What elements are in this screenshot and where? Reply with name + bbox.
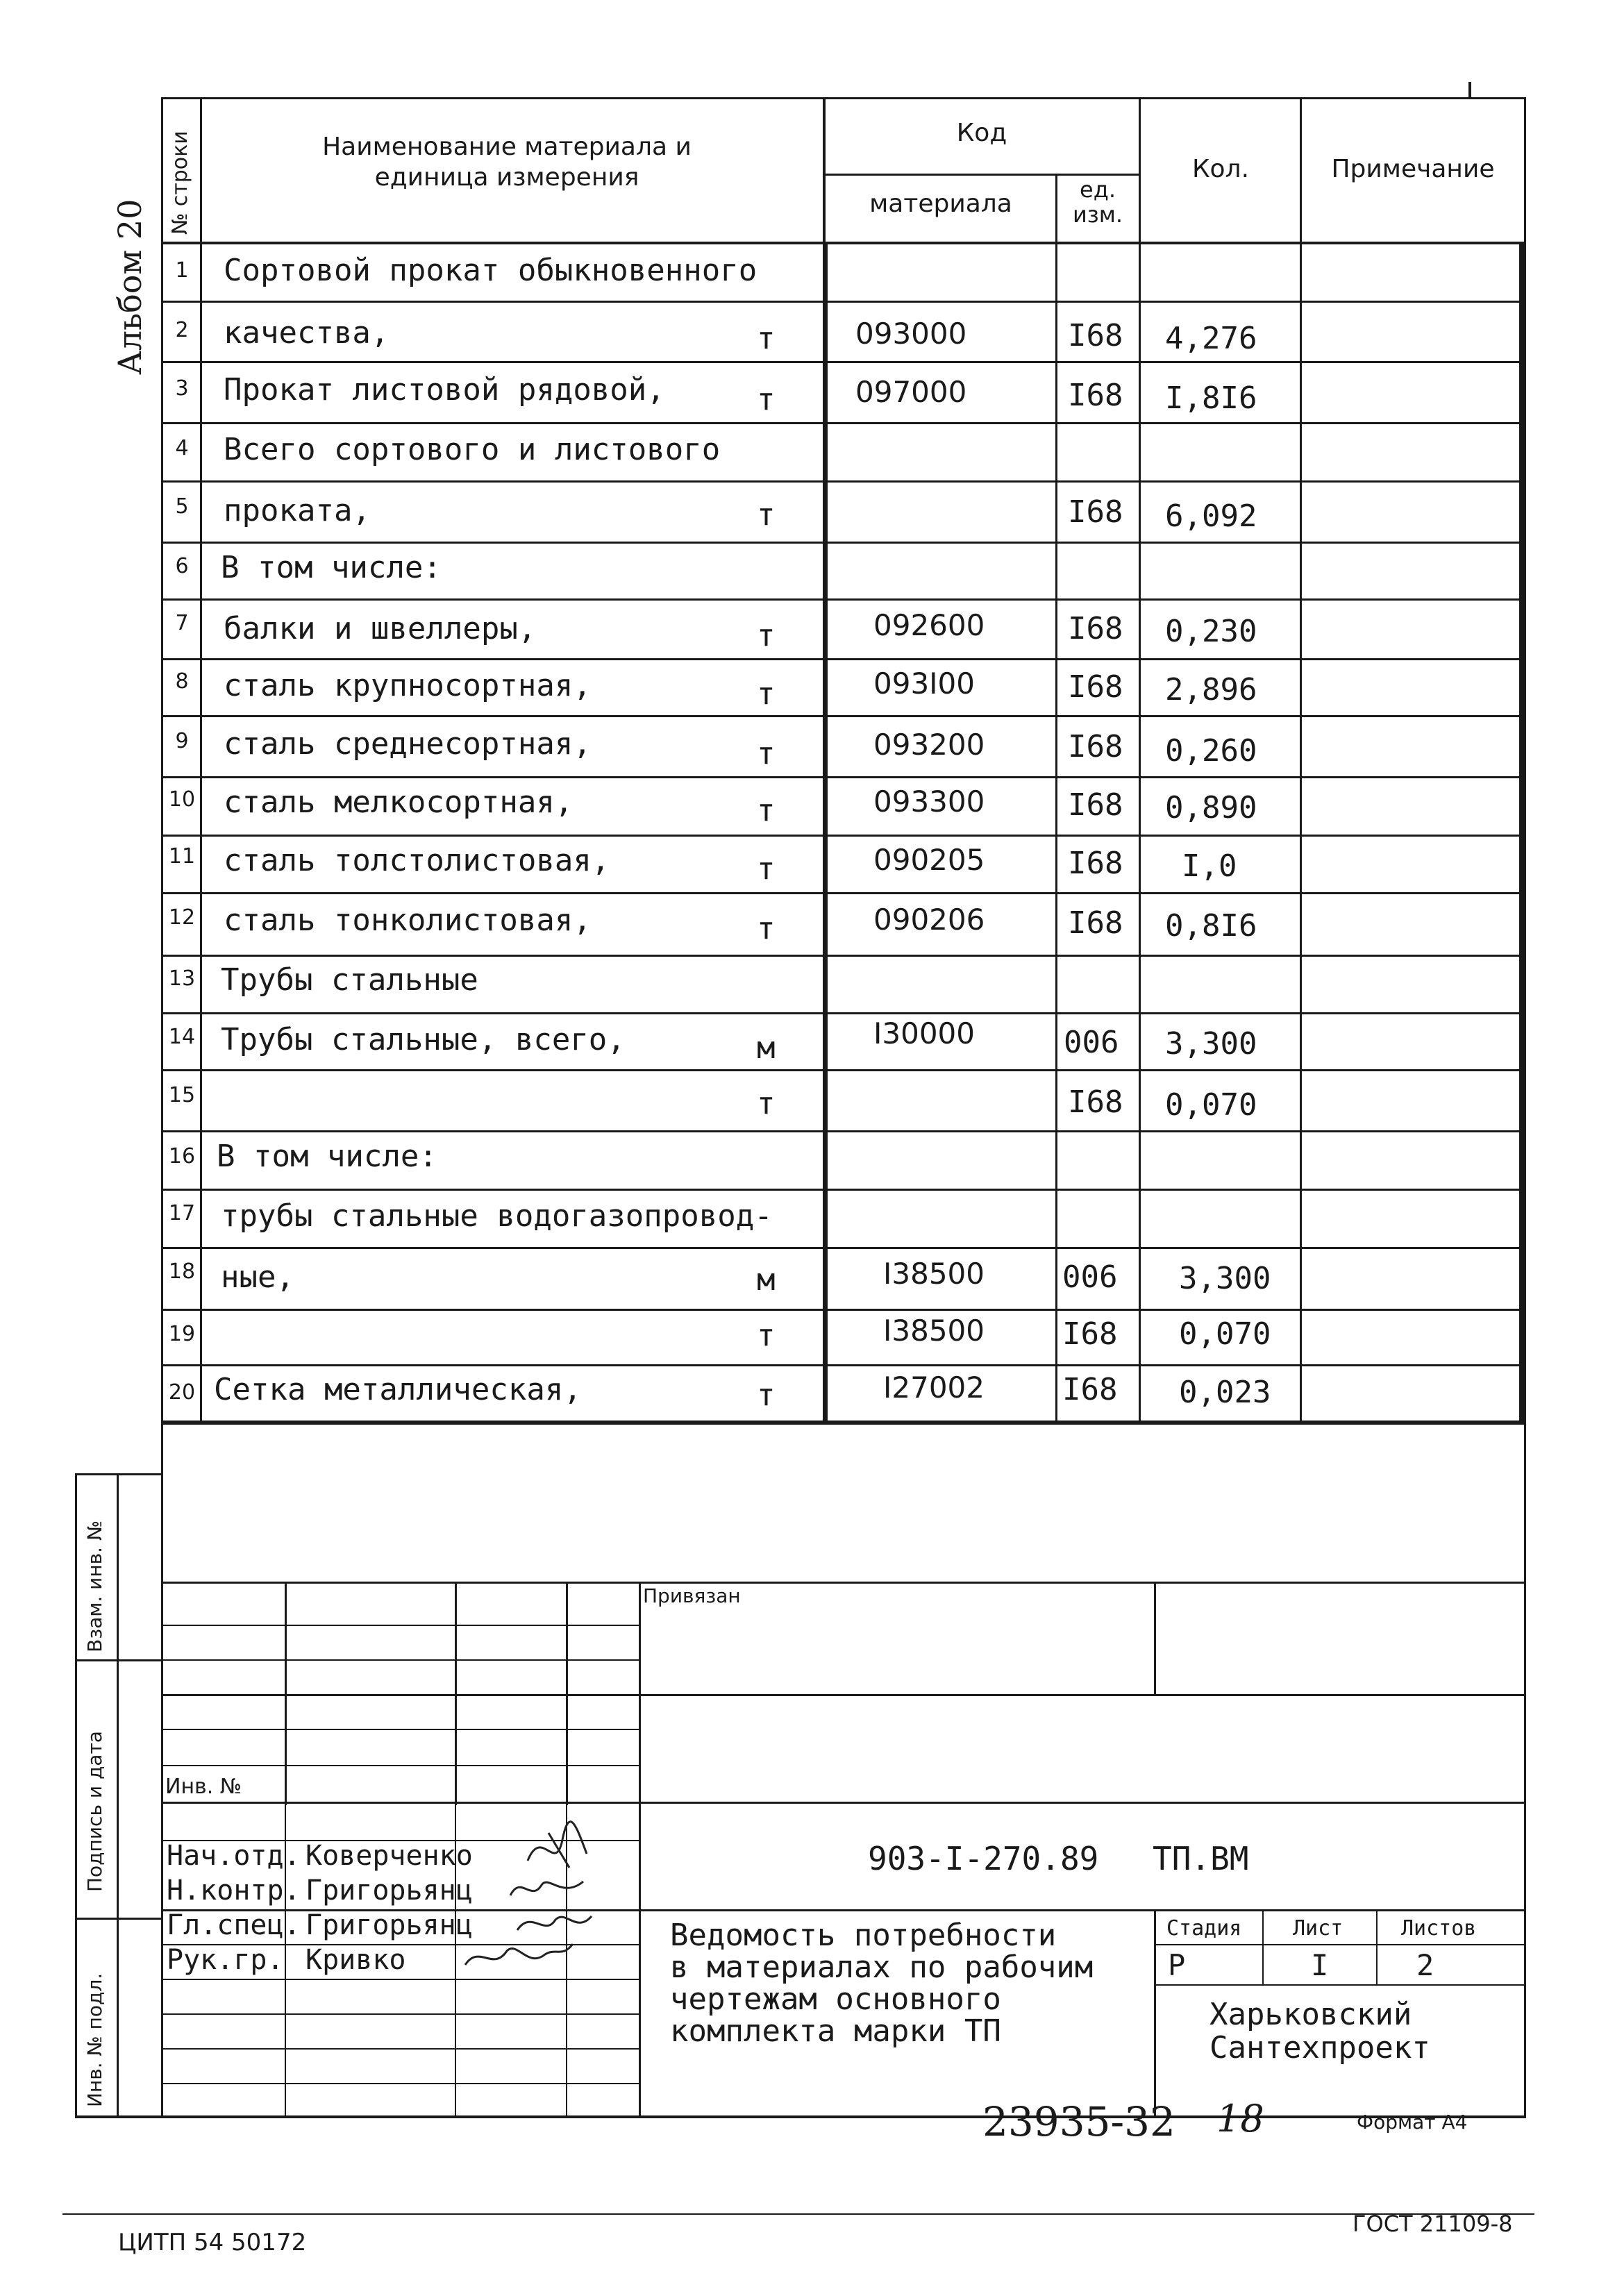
row-material-code: I38500 — [883, 1257, 985, 1291]
row-material-name: сталь крупносортная, — [224, 668, 592, 703]
row-material-code: I38500 — [883, 1314, 985, 1348]
row-quantity: I,0 — [1182, 848, 1237, 884]
row-uom-code: I68 — [1068, 1084, 1123, 1120]
row-material-code: 097000 — [855, 375, 967, 409]
row-material-name: ные, — [221, 1259, 294, 1295]
stage-value: Р — [1168, 1948, 1186, 1982]
row-material-name: трубы стальные водогазопровод- — [221, 1198, 773, 1234]
row-material-name: сталь толстолистовая, — [224, 843, 610, 878]
row-quantity: 3,300 — [1165, 1026, 1257, 1062]
row-material-name: Трубы стальные — [221, 962, 478, 998]
row-quantity: 2,896 — [1165, 672, 1257, 707]
header-quantity: Кол. — [1191, 155, 1250, 183]
row-quantity: I,8I6 — [1165, 380, 1257, 416]
row-number: 3 — [175, 376, 189, 401]
signature-krivko — [458, 1937, 576, 1979]
doc-title-line: комплекта марки ТП — [670, 2013, 1001, 2049]
row-quantity: 6,092 — [1165, 498, 1257, 534]
privyazan-label: Привязан — [643, 1584, 741, 1607]
header-code: Код — [956, 119, 1007, 147]
row-unit: т — [757, 793, 776, 828]
document-mark: ТП.ВМ — [1153, 1840, 1249, 1877]
side-stamp-podpis: Подпись и дата — [83, 1731, 106, 1892]
row-number: 16 — [168, 1144, 196, 1168]
row-number: 11 — [168, 844, 196, 869]
row-material-code: 090205 — [873, 843, 985, 877]
row-quantity: 0,023 — [1179, 1375, 1271, 1410]
row-unit: т — [757, 911, 776, 946]
album-label: Альбом 20 — [111, 199, 149, 375]
format-label: Формат А4 — [1357, 2111, 1468, 2134]
row-number: 9 — [175, 729, 189, 753]
row-unit: т — [757, 1377, 776, 1413]
row-material-name: проката, — [224, 493, 371, 528]
row-unit: т — [757, 1318, 776, 1353]
signer-name: Григорьянц — [305, 1909, 473, 1941]
row-unit: т — [757, 618, 776, 653]
row-uom-code: 006 — [1064, 1025, 1119, 1060]
sheet-label: Лист — [1293, 1916, 1343, 1941]
row-unit: т — [757, 676, 776, 712]
row-uom-code: I68 — [1068, 787, 1123, 823]
row-uom-code: I68 — [1062, 1316, 1118, 1352]
row-number: 4 — [175, 436, 189, 460]
row-number: 14 — [168, 1025, 196, 1049]
row-material-code: 092600 — [873, 608, 985, 642]
sheets-label: Листов — [1401, 1916, 1477, 1941]
row-material-code: 093200 — [873, 728, 985, 762]
row-number: 10 — [168, 787, 196, 812]
doc-title-line: Ведомость потребности — [670, 1918, 1057, 1953]
row-quantity: 0,260 — [1165, 733, 1257, 769]
row-material-name: Сортовой прокат обыкновенного — [224, 253, 757, 288]
row-quantity: 0,230 — [1165, 614, 1257, 649]
inv-no-label: Инв. № — [165, 1775, 242, 1799]
row-material-code: 090206 — [873, 903, 985, 937]
row-number: 12 — [168, 905, 196, 930]
row-unit: т — [757, 321, 776, 356]
row-material-name: Сетка металлическая, — [214, 1372, 582, 1407]
signer-role: Гл.спец. — [167, 1909, 301, 1941]
side-stamp-inv-podl: Инв. № подл. — [83, 1972, 106, 2107]
sheets-value: 2 — [1416, 1948, 1434, 1982]
row-unit: т — [757, 851, 776, 887]
row-number: 18 — [168, 1259, 196, 1284]
row-unit: т — [757, 736, 776, 771]
row-quantity: 3,300 — [1179, 1261, 1271, 1296]
signer-name: Григорьянц — [305, 1875, 473, 1907]
row-number: 1 — [175, 258, 189, 283]
side-stamp-vzam: Взам. инв. № — [83, 1520, 106, 1652]
row-quantity: 4,276 — [1165, 321, 1257, 356]
row-unit: т — [757, 382, 776, 417]
row-uom-code: I68 — [1068, 378, 1123, 413]
signer-role: Рук.гр. — [167, 1944, 284, 1976]
row-uom-code: I68 — [1068, 729, 1123, 764]
footer-divider — [62, 2213, 1534, 2215]
row-uom-code: 006 — [1062, 1259, 1118, 1295]
signer-name: Кривко — [305, 1944, 406, 1976]
row-uom-code: I68 — [1068, 318, 1123, 353]
order-number: 23935-32 — [982, 2098, 1175, 2145]
row-material-name: балки и швеллеры, — [224, 611, 537, 646]
signer-name: Коверченко — [305, 1840, 473, 1872]
row-number: 6 — [175, 554, 189, 578]
row-material-code: 093000 — [855, 317, 967, 351]
row-uom-code: I68 — [1068, 611, 1123, 646]
row-number: 15 — [168, 1083, 196, 1107]
row-number: 19 — [168, 1322, 196, 1346]
organization-line: Сантехпроект — [1209, 2030, 1430, 2065]
row-number: 7 — [175, 611, 189, 635]
document-code: 903-I-270.89 — [868, 1840, 1099, 1877]
row-uom-code: I68 — [1068, 905, 1123, 941]
signature-grigoryants-1 — [507, 1868, 590, 1909]
row-unit: т — [757, 1086, 776, 1121]
row-uom-code: I68 — [1068, 846, 1123, 881]
row-material-code: I27002 — [883, 1371, 985, 1405]
row-unit: м — [757, 1030, 776, 1066]
row-material-name: Прокат листовой рядовой, — [224, 372, 665, 408]
row-unit: т — [757, 497, 776, 533]
sheet-value: I — [1311, 1948, 1329, 1982]
row-material-name: качества, — [224, 315, 390, 351]
row-material-name: Всего сортового и листового — [224, 432, 721, 467]
row-material-name: Трубы стальные, всего, — [221, 1022, 626, 1057]
row-material-code: 093300 — [873, 785, 985, 819]
row-quantity: 0,070 — [1179, 1316, 1271, 1352]
row-uom-code: I68 — [1068, 669, 1123, 705]
doc-title-line: в материалах по рабочим — [670, 1950, 1094, 1985]
row-material-name: сталь тонколистовая, — [224, 903, 592, 938]
row-number: 20 — [168, 1380, 196, 1405]
doc-title-line: чертежам основного — [670, 1981, 1001, 2017]
organization-line: Харьковский — [1209, 1997, 1412, 2032]
row-number: 2 — [175, 318, 189, 342]
row-number: 17 — [168, 1201, 196, 1225]
row-material-name: сталь мелкосортная, — [224, 785, 574, 820]
row-quantity: 0,890 — [1165, 790, 1257, 826]
signer-role: Нач.отд. — [167, 1840, 301, 1872]
row-material-code: I30000 — [873, 1016, 975, 1050]
header-code-material: материала — [869, 190, 1012, 218]
row-material-name: В том числе: — [221, 550, 442, 585]
header-material-name: Наименование материала и единица измерения — [322, 133, 692, 192]
row-number: 13 — [168, 966, 196, 991]
row-material-name: сталь среднесортная, — [224, 726, 592, 762]
row-material-name: В том числе: — [217, 1139, 437, 1174]
row-quantity: 0,8I6 — [1165, 908, 1257, 944]
page-number: 18 — [1216, 2097, 1264, 2140]
corner-mark — [1468, 82, 1471, 99]
row-number: 8 — [175, 669, 189, 694]
stage-label: Стадия — [1166, 1916, 1242, 1941]
header-note: Примечание — [1331, 155, 1495, 183]
row-uom-code: I68 — [1062, 1372, 1118, 1407]
signer-role: Н.контр. — [167, 1875, 301, 1907]
gost-code: ГОСТ 21109-8 — [1353, 2211, 1513, 2237]
row-unit: м — [757, 1262, 776, 1298]
row-number: 5 — [175, 494, 189, 519]
row-uom-code: I68 — [1068, 494, 1123, 530]
row-quantity: 0,070 — [1165, 1087, 1257, 1123]
row-material-code: 093I00 — [873, 667, 975, 701]
ctp-code: ЦИТП 54 50172 — [118, 2229, 307, 2256]
header-code-unit: ед. изм. — [1072, 176, 1123, 228]
header-row-number: № строки — [168, 131, 192, 235]
